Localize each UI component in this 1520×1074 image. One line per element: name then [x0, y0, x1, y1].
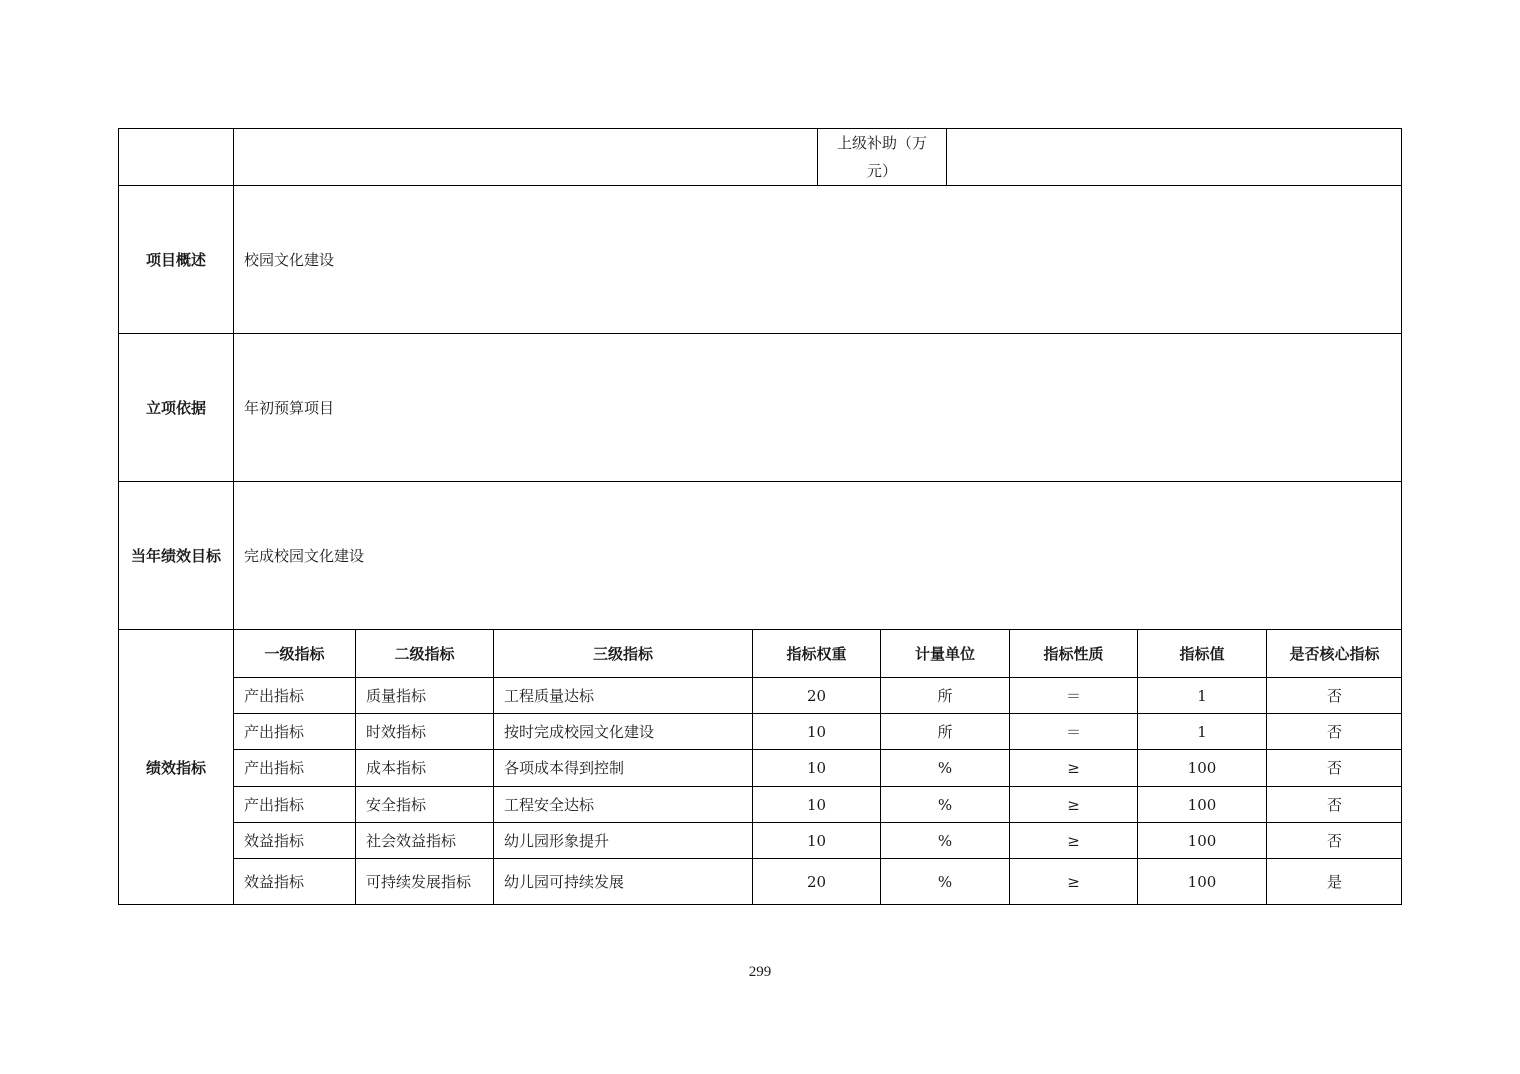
superior-subsidy-value: [947, 129, 1402, 186]
indicator-cell-weight: 20: [753, 859, 881, 905]
header-level3: 三级指标: [494, 630, 753, 678]
basis-label: 立项依据: [119, 334, 234, 482]
indicator-cell-level2: 成本指标: [356, 750, 494, 787]
indicator-cell-value: 100: [1138, 787, 1267, 823]
indicator-cell-level3: 工程质量达标: [494, 678, 753, 714]
indicator-cell-unit: %: [881, 859, 1010, 905]
indicator-cell-unit: 所: [881, 714, 1010, 750]
indicator-cell-nature: ≥: [1010, 750, 1138, 787]
indicator-cell-level1: 产出指标: [234, 678, 356, 714]
indicator-cell-level1: 效益指标: [234, 859, 356, 905]
indicator-cell-level2: 时效指标: [356, 714, 494, 750]
indicator-cell-nature: ≥: [1010, 823, 1138, 859]
indicator-cell-unit: %: [881, 823, 1010, 859]
indicator-cell-value: 100: [1138, 823, 1267, 859]
indicator-cell-level3: 按时完成校园文化建设: [494, 714, 753, 750]
indicator-cell-level3: 工程安全达标: [494, 787, 753, 823]
performance-table: [118, 128, 1402, 905]
indicator-cell-level1: 效益指标: [234, 823, 356, 859]
header-nature: 指标性质: [1010, 630, 1138, 678]
header-unit: 计量单位: [881, 630, 1010, 678]
indicator-cell-level2: 安全指标: [356, 787, 494, 823]
indicator-cell-level2: 质量指标: [356, 678, 494, 714]
indicator-cell-core: 否: [1267, 714, 1402, 750]
indicator-cell-level1: 产出指标: [234, 714, 356, 750]
indicator-cell-nature: ≥: [1010, 859, 1138, 905]
header-value: 指标值: [1138, 630, 1267, 678]
indicator-cell-level2: 可持续发展指标: [356, 859, 494, 905]
indicator-cell-nature: ＝: [1010, 678, 1138, 714]
basis-value: 年初预算项目: [234, 334, 1402, 482]
page-number: 299: [748, 964, 772, 980]
indicator-cell-weight: 10: [753, 714, 881, 750]
indicator-cell-level1: 产出指标: [234, 750, 356, 787]
overview-label: 项目概述: [119, 186, 234, 334]
superior-subsidy-label: [818, 129, 947, 186]
indicator-cell-core: 是: [1326, 873, 1342, 891]
indicator-cell-value: 100: [1138, 750, 1267, 787]
indicator-cell-core: 否: [1267, 787, 1402, 823]
indicator-cell-core: 否: [1267, 823, 1402, 859]
indicator-cell-weight: 20: [753, 678, 881, 714]
indicator-cell-level3: 幼儿园形象提升: [494, 823, 753, 859]
indicator-cell-unit: %: [881, 787, 1010, 823]
superior-subsidy-text: 上级补助（万元）: [836, 134, 927, 180]
indicator-cell-nature: ＝: [1010, 714, 1138, 750]
goal-label-text: 当年绩效目标: [131, 546, 222, 565]
indicator-cell-value: 100: [1138, 859, 1267, 905]
header-weight: 指标权重: [753, 630, 881, 678]
indicator-cell-value: 1: [1138, 714, 1267, 750]
goal-value: 完成校园文化建设: [234, 482, 1402, 630]
indicator-cell-level2: 社会效益指标: [356, 823, 494, 859]
indicator-cell-value: 1: [1138, 678, 1267, 714]
goal-label: [119, 482, 234, 630]
indicator-cell-unit: 所: [881, 678, 1010, 714]
indicator-cell-core: 否: [1267, 678, 1402, 714]
indicator-cell-level1: 产出指标: [234, 787, 356, 823]
indicator-cell-nature: ≥: [1010, 787, 1138, 823]
top-row-empty-value: [234, 129, 818, 186]
indicator-cell-weight: 10: [753, 823, 881, 859]
indicator-cell-core: 否: [1267, 750, 1402, 787]
indicator-cell-level3: 幼儿园可持续发展: [494, 859, 753, 905]
indicators-label: 绩效指标: [119, 630, 234, 905]
indicator-cell-unit: %: [881, 750, 1010, 787]
overview-value: 校园文化建设: [234, 186, 1402, 334]
header-level1: 一级指标: [234, 630, 356, 678]
header-level2: 二级指标: [356, 630, 494, 678]
indicator-cell-weight: 10: [753, 750, 881, 787]
header-core: 是否核心指标: [1267, 630, 1402, 678]
indicator-cell-weight: 10: [753, 787, 881, 823]
indicator-cell-level3: 各项成本得到控制: [494, 750, 753, 787]
top-row-empty-label: [119, 129, 234, 186]
